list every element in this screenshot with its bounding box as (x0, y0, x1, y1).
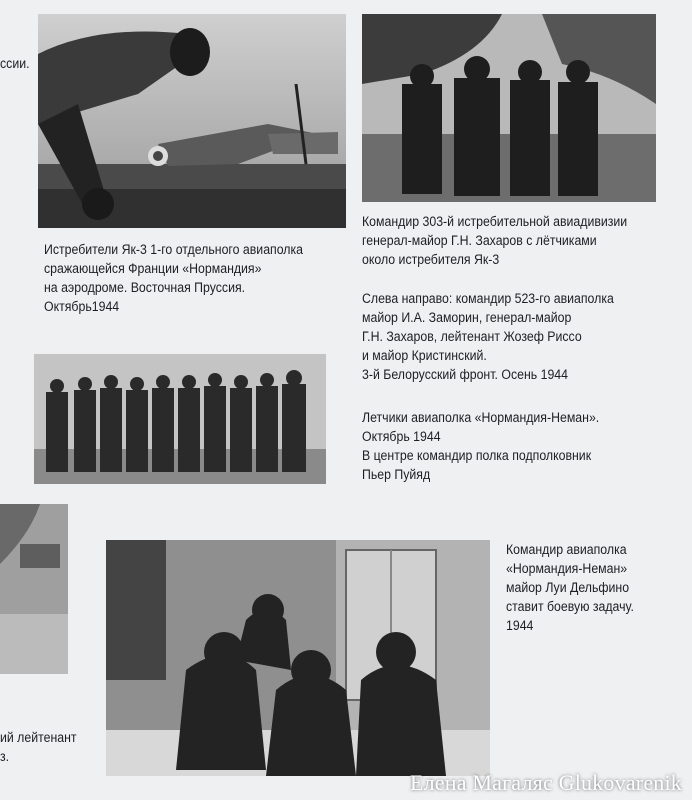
caption-fragment-top-left: ссии. (0, 56, 30, 71)
photo-partial-left (0, 504, 68, 674)
photo-yak3-airfield (38, 14, 346, 228)
photo-delfino-briefing (106, 540, 490, 776)
caption-yak3-airfield: Истребители Як-3 1-го отдельного авиаполка сражающейся Франции «Нормандия» на аэродроме. Восточная Пруссия. Октябрь1944 (44, 242, 303, 314)
photo-normandie-pilots-group (34, 354, 326, 484)
watermark-text: Елена Магаляс Glukovarenik (409, 770, 682, 795)
caption-left-to-right: Слева направо: командир 523-го авиаполка майор И.А. Заморин, генерал-майор Г.Н. Захаров, лейтенант Жозеф Риссо и майор Кристинский. 3-й Белорусский фронт. Осень 1944 (362, 291, 614, 382)
caption-normandie-pilots: Летчики авиаполка «Нормандия-Неман». Октябрь 1944 В центре командир полка подполковник Пьер Пуйяд (362, 410, 600, 482)
caption-fragment-bottom-left: ий лейтенант з. (0, 730, 77, 764)
photo-zakharov-pilots (362, 14, 656, 202)
caption-zakharov-pilots: Командир 303-й истребительной авиадивизии генерал-майор Г.Н. Захаров с лётчиками около истребителя Як-3 (362, 214, 628, 267)
caption-delfino: Командир авиаполка «Нормандия-Неман» майор Луи Дельфино ставит боевую задачу. 1944 (506, 542, 634, 633)
